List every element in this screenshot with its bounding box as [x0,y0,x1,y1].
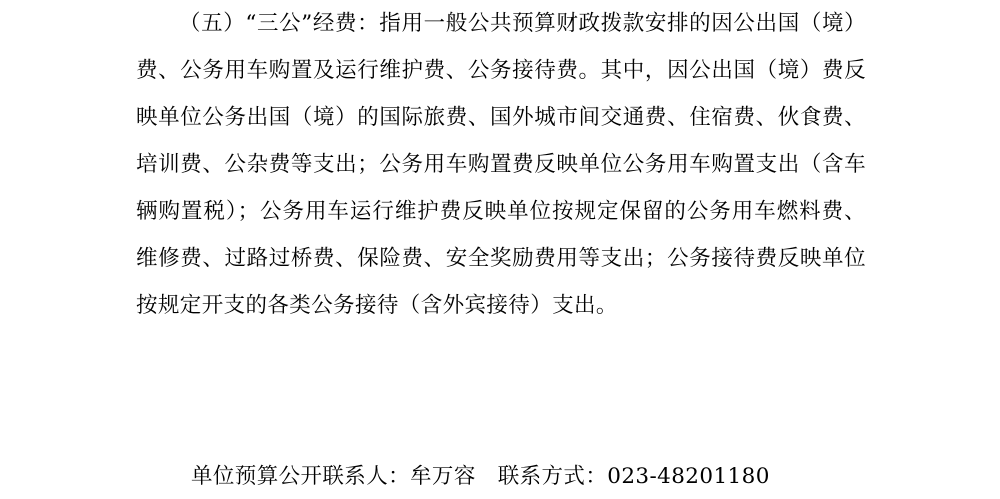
body-text-block [136,0,866,329]
contact-person-name: 牟万容 [410,464,476,489]
contact-person-label: 单位预算公开联系人： [191,464,411,489]
contact-method-label: 联系方式： [497,464,608,489]
contact-method-value: 023-48201180 [607,464,770,489]
contact-line [136,455,866,499]
contact-block [136,455,866,499]
paragraph-sangong-funds: （五）“三公”经费：指用一般公共预算财政拨款安排的因公出国（境）费、公务用车购置及运行维护费、公务接待费。其中，因公出国（境）费反映单位公务出国（境）的国际旅费、国外城市间交通费、住宿费、伙食费、培训费、公杂费等支出；公务用车购置费反映单位公务用车购置支出（含车辆购置税）；公务用车运行维护费反映单位按规定保留的公务用车燃料费、维修费、过路过桥费、保险费、安全奖励费用等支出；公务接待费反映单位按规定开支的各类公务接待（含外宾接待）支出。 [136,11,866,318]
